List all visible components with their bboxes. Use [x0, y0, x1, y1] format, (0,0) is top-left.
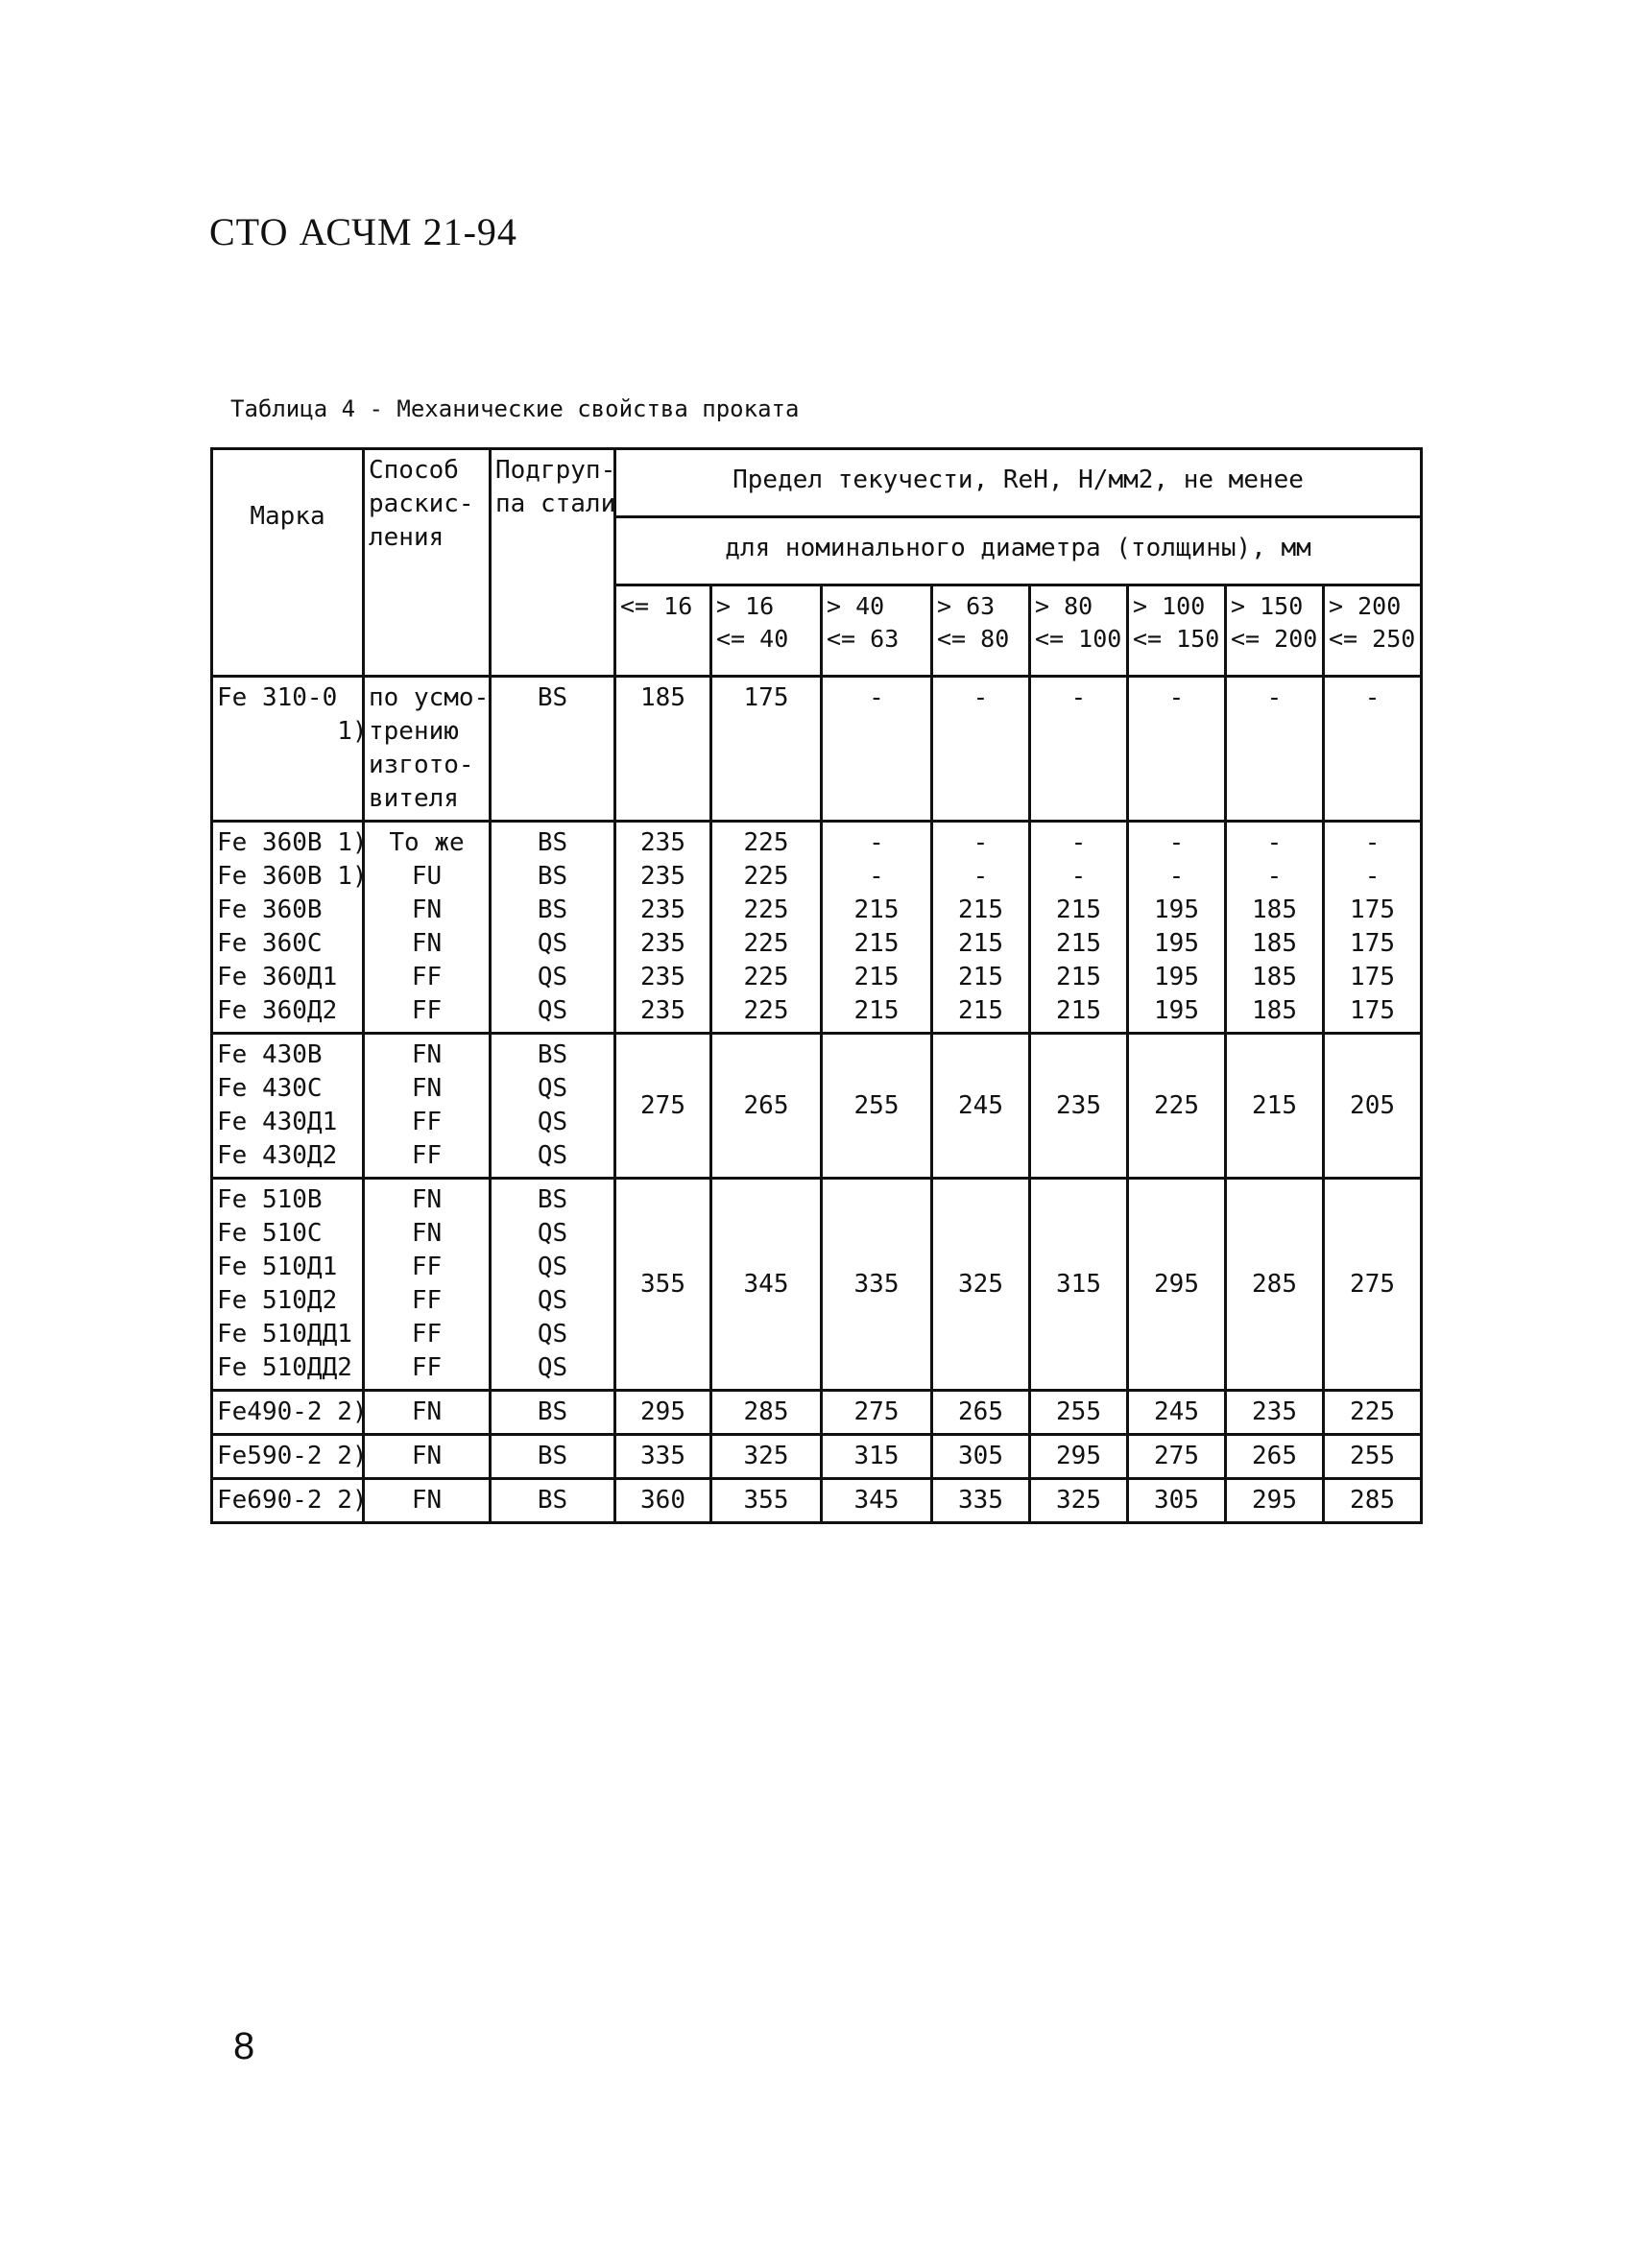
value: 255	[1350, 1442, 1396, 1470]
value: 185	[1252, 996, 1297, 1025]
value-cell	[932, 677, 1030, 822]
value: 360	[640, 1486, 685, 1515]
header-range-line: > 150	[1231, 592, 1304, 620]
value: 215	[853, 963, 900, 991]
subgroup-cell-line: QS	[537, 963, 568, 991]
grade-cell-line: Fe 430C	[217, 1074, 323, 1103]
value-cell	[1030, 1479, 1128, 1523]
header-range-line: > 200	[1329, 592, 1402, 620]
grade-cell	[212, 1479, 368, 1523]
header-method-line: ления	[369, 523, 444, 552]
method-cell-line: FN	[411, 1486, 443, 1515]
value: -	[1266, 683, 1283, 712]
header-range-line: <= 250	[1329, 625, 1416, 653]
value-cell	[822, 822, 932, 1034]
value: 215	[1056, 996, 1101, 1025]
value-cell	[1226, 677, 1324, 822]
value: 215	[853, 996, 900, 1025]
value: 265	[1252, 1442, 1297, 1470]
method-cell	[364, 1435, 491, 1479]
grade-cell-line: 1)	[217, 717, 368, 746]
value-cell	[711, 1034, 822, 1179]
value: 185	[1252, 895, 1297, 924]
value-cell	[932, 1179, 1030, 1391]
method-cell-line: трению	[369, 717, 459, 746]
header-range-line: <= 63	[827, 625, 900, 653]
method-cell-line: FN	[411, 929, 443, 958]
method-cell-line: FF	[411, 1108, 443, 1136]
document-header: СТО АСЧМ 21-94	[209, 210, 517, 253]
method-cell-line: FF	[411, 1141, 443, 1170]
value: 215	[853, 895, 900, 924]
value: 175	[743, 683, 789, 712]
subgroup-cell	[491, 1435, 615, 1479]
value: 235	[640, 862, 685, 891]
subgroup-cell	[491, 1034, 615, 1179]
value: 225	[743, 862, 789, 891]
header-subgroup	[491, 449, 615, 677]
value: 225	[743, 895, 789, 924]
grade-cell-line: Fe 360B 1)	[217, 828, 368, 857]
value: 235	[640, 929, 685, 958]
grade-cell-line: Fe490-2 2)	[217, 1397, 368, 1426]
value-cell	[1030, 677, 1128, 822]
table-row	[212, 677, 1422, 822]
header-nominal-diameter: для номинального диаметра (толщины), мм	[615, 517, 1422, 585]
value: 205	[1350, 1090, 1396, 1120]
value: -	[973, 683, 989, 712]
method-cell-line: по усмо-	[369, 683, 490, 712]
value-cell	[711, 1391, 822, 1435]
value: 225	[743, 996, 789, 1025]
value: 235	[640, 963, 685, 991]
value-cell	[1128, 1391, 1226, 1435]
subgroup-cell-line: BS	[537, 895, 568, 924]
value: -	[869, 828, 884, 857]
grade-cell	[212, 1391, 368, 1435]
header-range-line: <= 200	[1231, 625, 1318, 653]
value-cell	[711, 822, 822, 1034]
value: 235	[640, 895, 685, 924]
value: 335	[640, 1442, 685, 1470]
header-method-line: Способ	[369, 456, 459, 485]
value: 245	[1154, 1397, 1199, 1426]
value-cell	[1030, 1034, 1128, 1179]
header-subgroup-line: па стали	[495, 489, 616, 518]
value: 295	[1056, 1442, 1101, 1470]
value-cell	[711, 677, 822, 822]
value: -	[1364, 683, 1381, 712]
value: 195	[1154, 895, 1199, 924]
grade-cell	[212, 1034, 364, 1179]
header-range-line: > 100	[1133, 592, 1206, 620]
grade-cell-line: Fe 510Д1	[217, 1253, 338, 1281]
header-range-cell	[1128, 585, 1226, 677]
subgroup-cell	[491, 1479, 615, 1523]
value: 295	[640, 1397, 685, 1426]
method-cell	[364, 1179, 491, 1391]
value: -	[1266, 862, 1283, 891]
value: 285	[1252, 1269, 1297, 1299]
grade-cell-line: Fe 510ДД2	[217, 1353, 352, 1382]
value-cell	[822, 1391, 932, 1435]
method-cell-line: изгото-	[369, 751, 474, 779]
grade-cell-line: Fe 360Д1	[217, 963, 338, 991]
value: 175	[1350, 929, 1396, 958]
value: 265	[958, 1397, 1003, 1426]
header-range-line: > 80	[1035, 592, 1093, 620]
value: 215	[958, 929, 1003, 958]
grade-cell-line: Fe 310-0	[217, 683, 338, 712]
table-row	[212, 1391, 1422, 1435]
grade-cell-line: Fe 360C	[217, 929, 323, 958]
value-cell	[932, 1391, 1030, 1435]
subgroup-cell	[491, 1179, 615, 1391]
value: 355	[743, 1486, 789, 1515]
value: 315	[853, 1442, 900, 1470]
value: 215	[958, 895, 1003, 924]
value: 335	[958, 1486, 1003, 1515]
method-cell-line: вителя	[369, 784, 459, 813]
value-cell	[615, 822, 711, 1034]
value: 275	[1154, 1442, 1199, 1470]
value: -	[1070, 683, 1087, 712]
grade-cell-line: Fe 510C	[217, 1219, 323, 1248]
grade-cell-line: Fe 510Д2	[217, 1286, 338, 1315]
value-cell	[1128, 1034, 1226, 1179]
method-cell	[364, 1391, 491, 1435]
value: 295	[1252, 1486, 1297, 1515]
value-cell	[1128, 1435, 1226, 1479]
method-cell-line: FN	[411, 1185, 443, 1214]
value-cell	[1226, 1034, 1324, 1179]
subgroup-cell-line: QS	[537, 1108, 568, 1136]
subgroup-cell-line: QS	[537, 1286, 568, 1315]
value-cell	[1324, 1391, 1422, 1435]
subgroup-cell-line: QS	[537, 1141, 568, 1170]
header-range-line: > 16	[716, 592, 775, 620]
value: 305	[1154, 1486, 1199, 1515]
value: 355	[640, 1269, 685, 1299]
value: 215	[1252, 1090, 1297, 1120]
value-cell	[822, 1479, 932, 1523]
value-cell	[615, 1479, 711, 1523]
value-cell	[1324, 1435, 1422, 1479]
header-method	[364, 449, 491, 677]
grade-cell-line: Fe 430B	[217, 1040, 323, 1069]
value-cell	[1128, 822, 1226, 1034]
table-row	[212, 1179, 1422, 1391]
value-cell	[1324, 1179, 1422, 1391]
subgroup-cell	[491, 677, 615, 822]
value-cell	[1030, 1391, 1128, 1435]
header-yield-strength: Предел текучести, ReH, Н/мм2, не менее	[615, 449, 1422, 517]
method-cell-line: FF	[411, 1353, 443, 1382]
value: 175	[1350, 996, 1396, 1025]
value: -	[973, 862, 989, 891]
subgroup-cell-line: BS	[537, 683, 568, 712]
subgroup-cell-line: BS	[537, 828, 568, 857]
value: 195	[1154, 929, 1199, 958]
value-cell	[822, 677, 932, 822]
subgroup-cell-line: BS	[537, 1185, 568, 1214]
method-cell	[364, 1479, 491, 1523]
value: 195	[1154, 996, 1199, 1025]
value: 215	[1056, 963, 1101, 991]
grade-cell	[212, 1179, 364, 1391]
header-range-cell	[615, 585, 711, 677]
value: 325	[743, 1442, 789, 1470]
value: 315	[1056, 1269, 1101, 1299]
value: 275	[640, 1090, 685, 1120]
value-cell	[822, 1179, 932, 1391]
value-cell	[1226, 1479, 1324, 1523]
value-cell	[615, 1391, 711, 1435]
subgroup-cell-line: QS	[537, 929, 568, 958]
value: 185	[1252, 929, 1297, 958]
header-range-cell	[1030, 585, 1128, 677]
method-cell-line: FF	[411, 963, 443, 991]
value: -	[869, 683, 884, 712]
value: -	[973, 828, 989, 857]
value: 225	[1350, 1397, 1396, 1426]
value-cell	[1226, 1435, 1324, 1479]
value: 225	[743, 828, 789, 857]
value-cell	[711, 1435, 822, 1479]
grade-cell-line: Fe 360B 1)	[217, 862, 368, 891]
value-cell	[711, 1479, 822, 1523]
value: 235	[640, 996, 685, 1025]
value: -	[1070, 862, 1087, 891]
value: 195	[1154, 963, 1199, 991]
header-subgroup-line: Подгруп-	[495, 456, 616, 485]
header-range-cell	[822, 585, 932, 677]
subgroup-cell-line: QS	[537, 1353, 568, 1382]
subgroup-cell-line: QS	[537, 996, 568, 1025]
method-cell-line: FN	[411, 1074, 443, 1103]
grade-cell-line: Fe690-2 2)	[217, 1486, 368, 1515]
header-grade: Марка	[212, 449, 364, 677]
header-range-cell	[1226, 585, 1324, 677]
grade-cell-line: Fe590-2 2)	[217, 1442, 368, 1470]
grade-cell	[212, 677, 368, 822]
value: 225	[1154, 1090, 1199, 1120]
subgroup-cell	[491, 1391, 615, 1435]
value: -	[1168, 828, 1185, 857]
grade-cell	[212, 1435, 368, 1479]
value: 275	[1350, 1269, 1396, 1299]
method-cell-line: FF	[411, 1320, 443, 1349]
header-row-1	[212, 449, 1422, 517]
value: 225	[743, 929, 789, 958]
value: 305	[958, 1442, 1003, 1470]
method-cell-line: FN	[411, 895, 443, 924]
value-cell	[1324, 1034, 1422, 1179]
value: 235	[1252, 1397, 1297, 1426]
value-cell	[822, 1435, 932, 1479]
grade-cell-line: Fe 430Д2	[217, 1141, 338, 1170]
value: -	[1364, 862, 1381, 891]
table-row	[212, 1435, 1422, 1479]
value: 245	[958, 1090, 1003, 1120]
value: -	[1168, 862, 1185, 891]
subgroup-cell-line: QS	[537, 1074, 568, 1103]
page-number: 8	[233, 2025, 255, 2067]
table-row	[212, 1479, 1422, 1523]
subgroup-cell	[491, 822, 615, 1034]
value: 325	[958, 1269, 1003, 1299]
value: 175	[1350, 963, 1396, 991]
value: 215	[1056, 929, 1101, 958]
table-caption: Таблица 4 - Механические свойства проката	[230, 395, 800, 422]
method-cell-line: FF	[411, 996, 443, 1025]
header-range-cell	[711, 585, 822, 677]
subgroup-cell-line: BS	[537, 1397, 568, 1426]
value: 235	[1056, 1090, 1101, 1120]
value-cell	[822, 1034, 932, 1179]
table-row	[212, 1034, 1422, 1179]
value-cell	[1324, 822, 1422, 1034]
value: 175	[1350, 895, 1396, 924]
mechanical-properties-table	[210, 447, 1423, 1524]
value-cell	[932, 1435, 1030, 1479]
value-cell	[615, 677, 711, 822]
grade-cell	[212, 822, 368, 1034]
value: 255	[853, 1090, 900, 1120]
value: 345	[743, 1269, 789, 1299]
header-range-line: <= 80	[937, 625, 1010, 653]
value: -	[1070, 828, 1087, 857]
value: 215	[1056, 895, 1101, 924]
subgroup-cell-line: QS	[537, 1253, 568, 1281]
grade-cell-line: Fe 430Д1	[217, 1108, 338, 1136]
header-range-line: > 40	[827, 592, 885, 620]
value-cell	[1226, 1179, 1324, 1391]
value: -	[1364, 828, 1381, 857]
value: -	[1266, 828, 1283, 857]
header-range-line: > 63	[937, 592, 996, 620]
value-cell	[1030, 1179, 1128, 1391]
method-cell-line: FN	[411, 1397, 443, 1426]
value-cell	[1324, 1479, 1422, 1523]
value: 185	[640, 683, 685, 712]
subgroup-cell-line: BS	[537, 862, 568, 891]
value: 215	[958, 963, 1003, 991]
header-range-line: <= 16	[620, 592, 693, 620]
header-range-line: <= 150	[1133, 625, 1220, 653]
method-cell	[364, 1034, 491, 1179]
value-cell	[615, 1034, 711, 1179]
subgroup-cell-line: BS	[537, 1486, 568, 1515]
value-cell	[932, 822, 1030, 1034]
value-cell	[1226, 1391, 1324, 1435]
value: 225	[743, 963, 789, 991]
value-cell	[711, 1179, 822, 1391]
header-method-line: раскис-	[369, 489, 474, 518]
method-cell-line: FF	[411, 1286, 443, 1315]
method-cell	[364, 677, 491, 822]
method-cell-line: То же	[389, 828, 465, 857]
table-row	[212, 822, 1422, 1034]
method-cell-line: FN	[411, 1442, 443, 1470]
subgroup-cell-line: QS	[537, 1320, 568, 1349]
method-cell-line: FN	[411, 1219, 443, 1248]
value: 295	[1154, 1269, 1199, 1299]
value: -	[1168, 683, 1185, 712]
value-cell	[615, 1435, 711, 1479]
subgroup-cell-line: BS	[537, 1040, 568, 1069]
value: 325	[1056, 1486, 1101, 1515]
value: 345	[853, 1486, 900, 1515]
value: 285	[743, 1397, 789, 1426]
method-cell-line: FN	[411, 1040, 443, 1069]
value-cell	[1030, 1435, 1128, 1479]
value: 285	[1350, 1486, 1396, 1515]
header-range-cell	[932, 585, 1030, 677]
value-cell	[1128, 677, 1226, 822]
value-cell	[1030, 822, 1128, 1034]
value: 255	[1056, 1397, 1101, 1426]
grade-cell-line: Fe 510ДД1	[217, 1320, 352, 1349]
value: 185	[1252, 963, 1297, 991]
value: 335	[853, 1269, 900, 1299]
value-cell	[932, 1034, 1030, 1179]
value: -	[869, 862, 884, 891]
grade-cell-line: Fe 510B	[217, 1185, 323, 1214]
method-cell	[364, 822, 491, 1034]
value-cell	[1226, 822, 1324, 1034]
method-cell-line: FF	[411, 1253, 443, 1281]
value-cell	[1324, 677, 1422, 822]
method-cell-line: FU	[411, 862, 443, 891]
value-cell	[1128, 1479, 1226, 1523]
value-cell	[932, 1479, 1030, 1523]
header-range-cell	[1324, 585, 1422, 677]
subgroup-cell-line: BS	[537, 1442, 568, 1470]
subgroup-cell-line: QS	[537, 1219, 568, 1248]
value: 215	[853, 929, 900, 958]
value-cell	[615, 1179, 711, 1391]
header-range-line: <= 100	[1035, 625, 1122, 653]
value: 235	[640, 828, 685, 857]
value: 265	[743, 1090, 789, 1120]
value: 215	[958, 996, 1003, 1025]
value: 275	[853, 1397, 900, 1426]
grade-cell-line: Fe 360Д2	[217, 996, 338, 1025]
grade-cell-line: Fe 360B	[217, 895, 323, 924]
header-range-line: <= 40	[716, 625, 789, 653]
value-cell	[1128, 1179, 1226, 1391]
